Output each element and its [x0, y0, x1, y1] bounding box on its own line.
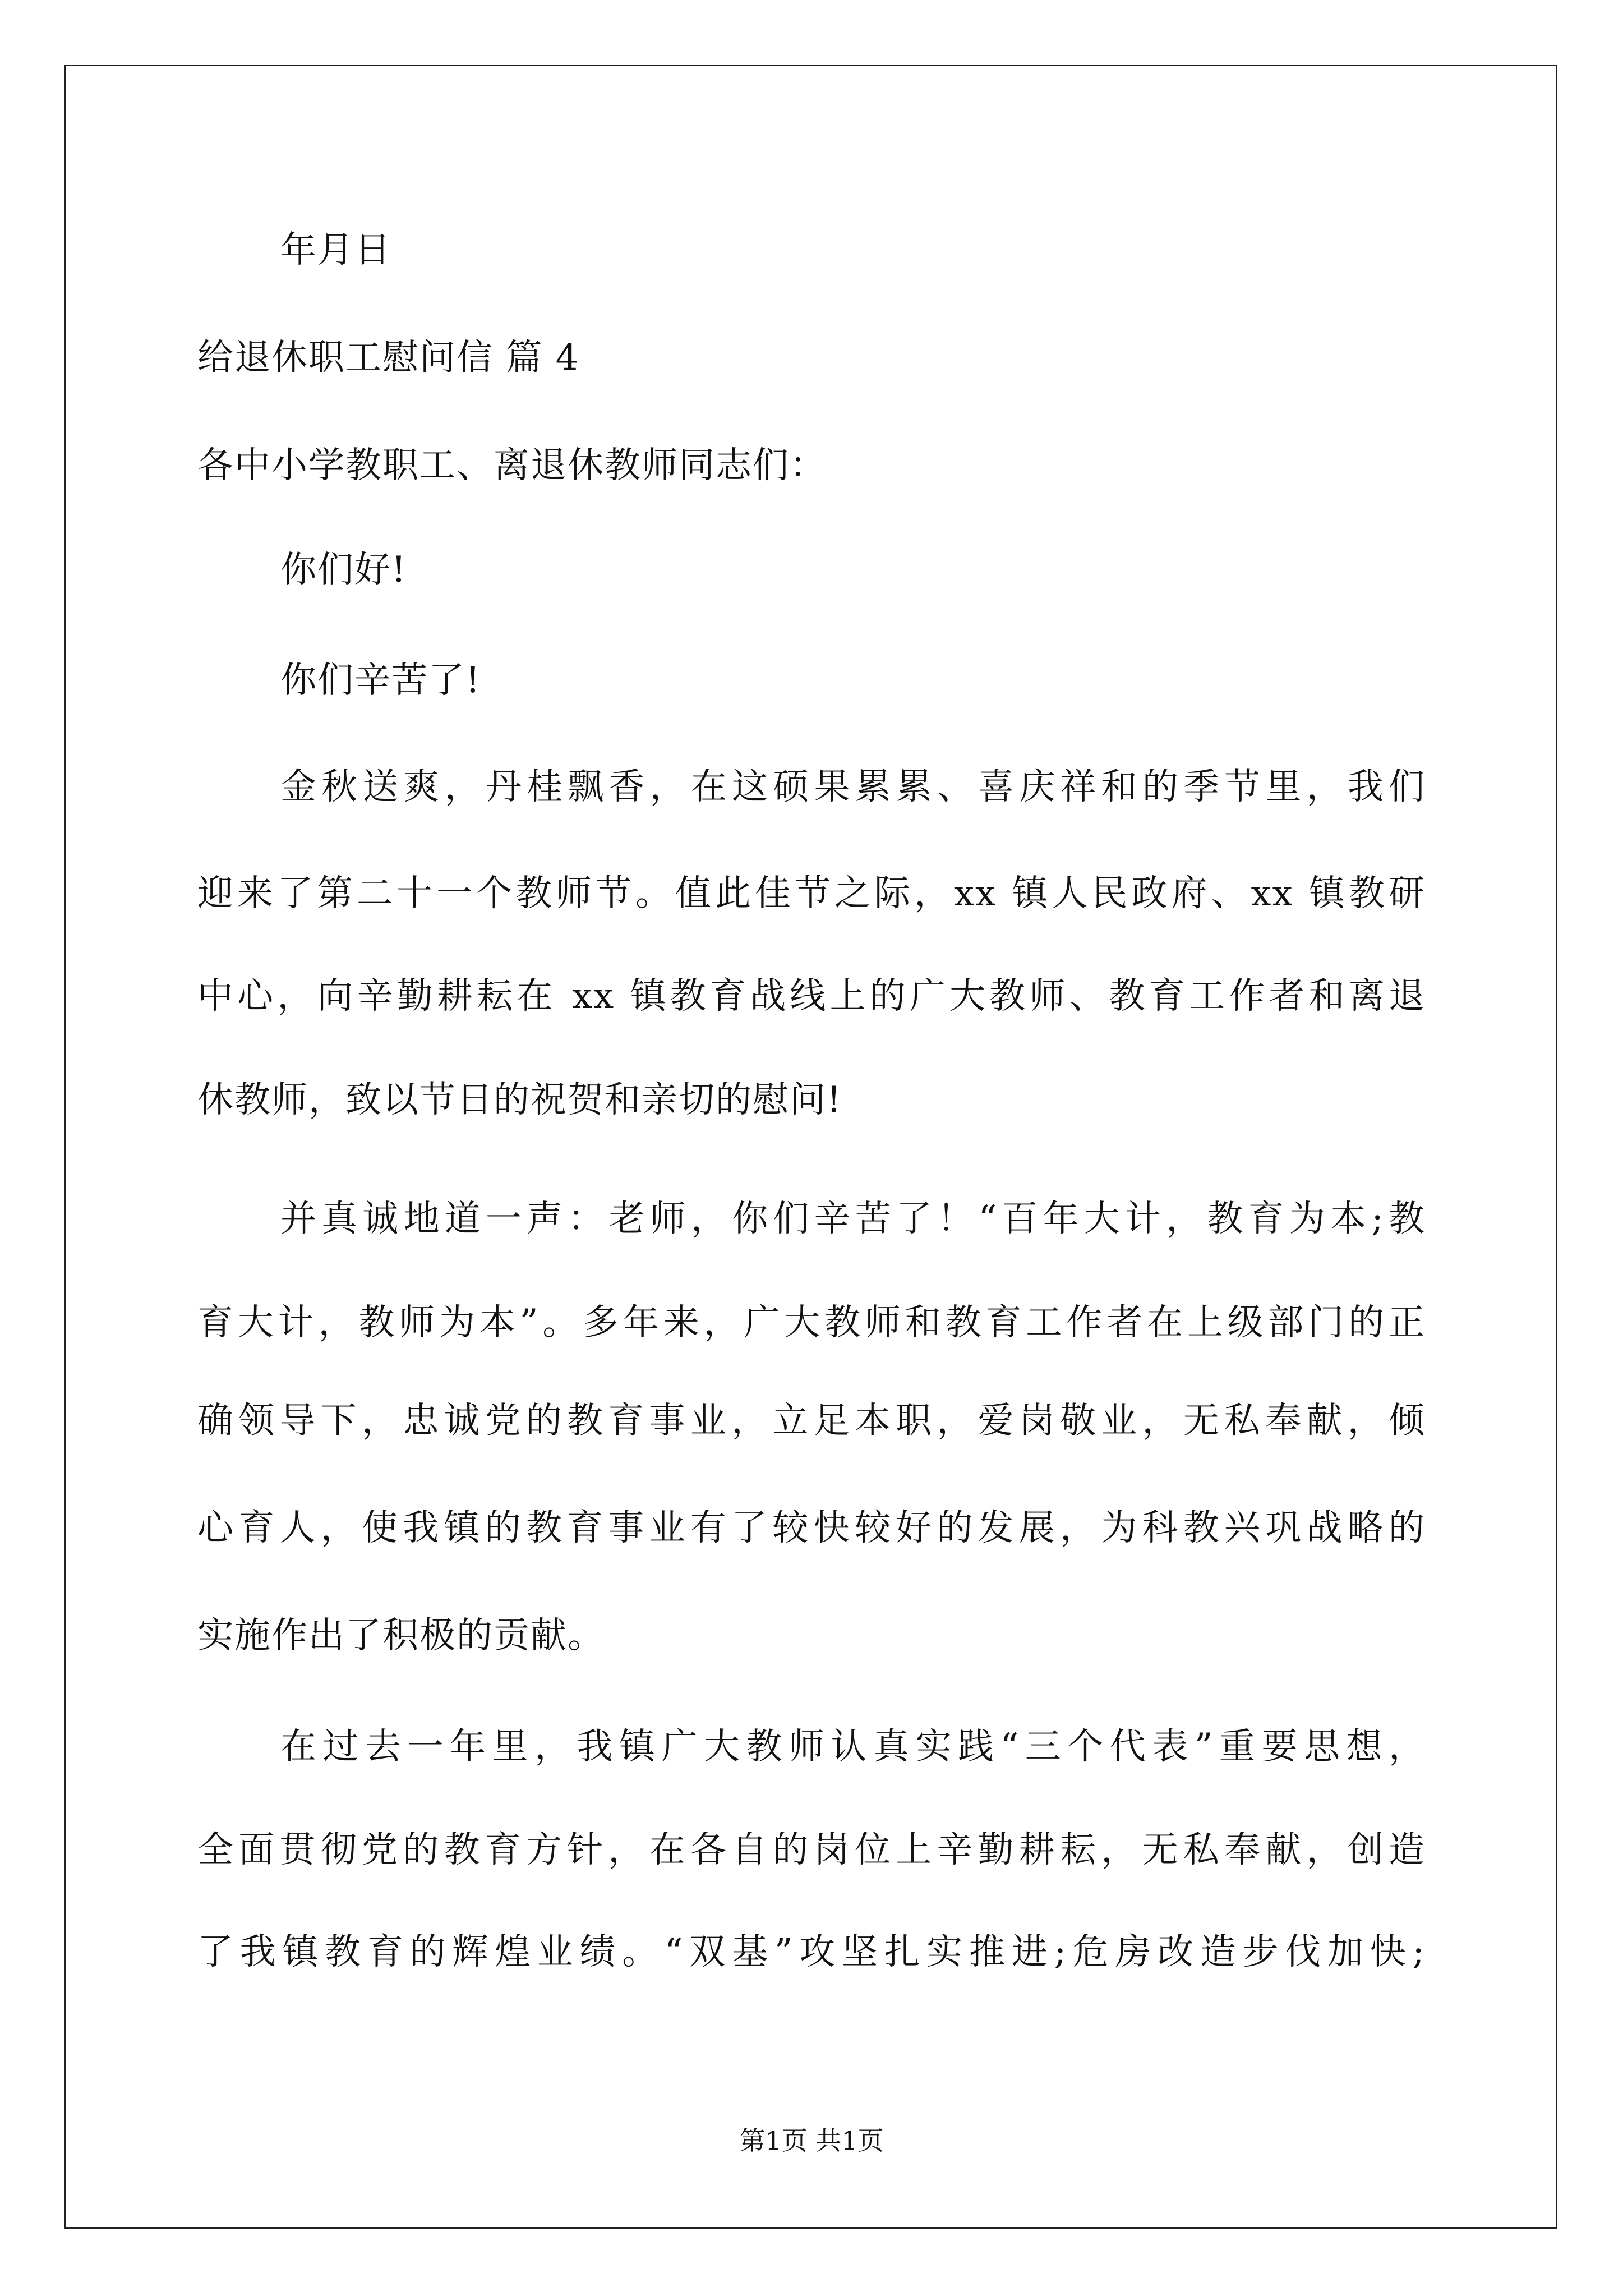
paragraph-2-line: 心育人，使我镇的教育事业有了较快较好的发展，为科教兴巩战略的: [197, 1507, 1426, 1549]
date-line: 年月日: [280, 229, 391, 271]
greeting-thanks: 你们辛苦了!: [280, 660, 481, 701]
paragraph-2-line: 确领导下，忠诚党的教育事业，立足本职，爱岗敬业，无私奉献，倾: [197, 1400, 1426, 1442]
paragraph-2-line: 并真诚地道一声：老师，你们辛苦了！“百年大计，教育为本;教: [280, 1198, 1426, 1240]
letter-title: 给退休职工慰问信 篇 4: [197, 337, 580, 379]
paragraph-3-line: 在过去一年里，我镇广大教师认真实践“三个代表”重要思想，: [280, 1726, 1426, 1768]
paragraph-1-line: 休教师，致以节日的祝贺和亲切的慰问!: [197, 1079, 842, 1121]
paragraph-1-line: 金秋送爽，丹桂飘香，在这硕果累累、喜庆祥和的季节里，我们: [280, 766, 1426, 808]
page-footer: 第1页 共1页: [739, 2125, 884, 2156]
salutation: 各中小学教职工、离退休教师同志们：: [197, 445, 827, 486]
paragraph-1-line: 中心，向辛勤耕耘在 xx 镇教育战线上的广大教师、教育工作者和离退: [197, 976, 1426, 1017]
paragraph-2-line: 育大计，教师为本”。多年来，广大教师和教育工作者在上级部门的正: [197, 1302, 1426, 1343]
paragraph-3-line: 全面贯彻党的教育方针，在各自的岗位上辛勤耕耘，无私奉献，创造: [197, 1829, 1426, 1871]
paragraph-1-line: 迎来了第二十一个教师节。值此佳节之际，xx 镇人民政府、xx 镇教研: [197, 873, 1426, 914]
paragraph-3-line: 了我镇教育的辉煌业绩。“双基”攻坚扎实推进;危房改造步伐加快;: [197, 1931, 1426, 1973]
greeting-hello: 你们好!: [280, 549, 407, 591]
page-border: [64, 65, 1557, 2229]
paragraph-2-line: 实施作出了积极的贡献。: [197, 1615, 605, 1657]
